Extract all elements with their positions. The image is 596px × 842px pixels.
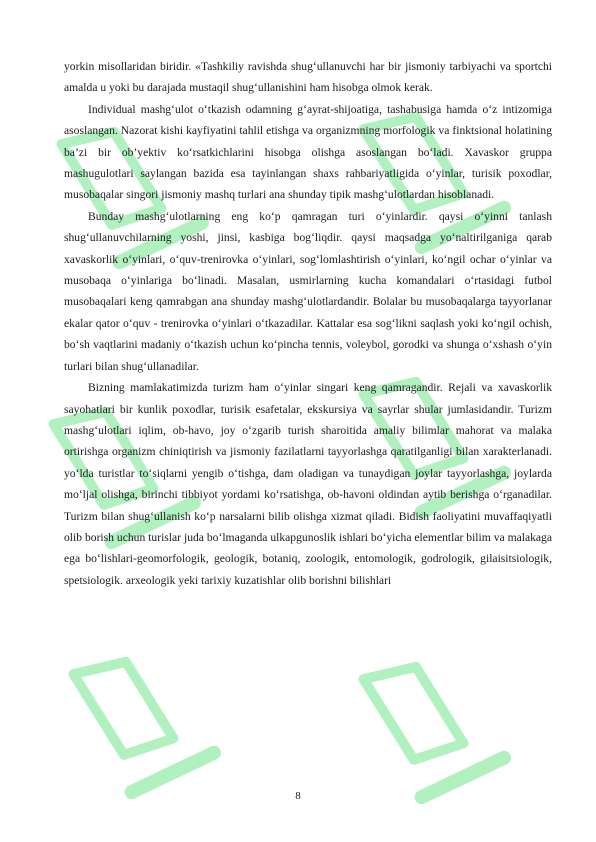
page-number: 8: [295, 790, 301, 802]
watermark-mark: [347, 639, 504, 809]
paragraph: Individual mashg‘ulot o‘tkazish odamning g‘ayrat-shijoatiga, tashabusiga hamda o‘z intizomiga asoslangan. Nazorat kishi kayfiyatini tahlil etishga va organizmning morfologik va finktsional holatining ba’zi bir ob’yektiv ko‘rsatkichlarini hisobga olishga asoslangan bo‘ladi. Xavaskor gruppa mashugulotlari saylangan bazida esa tayinlangan shaxs rahbariyatligida o‘yinlar, turisik poxodlar, musobaqalar singori jismoniy mashq turlari ana shunday tipik mashg‘ulotlardan hisoblanadi.: [64, 102, 552, 202]
paragraph: Bizning mamlakatimizda turizm ham o‘yinlar singari keng qamragandir. Rejali va xavaskorlik sayohatlari bir kunlik poxodlar, turisik esafetalar, ekskursiya va sayrlar shular jumlasidandir. Turizm mashg‘ulotlari iqlim, ob-havo, joy o‘zgarib turish sharoitida amaliy bilimlar mahorat va malaka ortirishga organizm chiniqtirish va jismoniy fazilatlarni tayyorlashga qaratilganligi bilan xarakterlanadi. yo‘lda turistlar to‘siqlarni yengib o‘tishga, dam oladigan va tunaydigan joylar tayyorlashga, joylarda mo‘ljal olishga, birinchi tibbiyot yordami ko‘rsatishga, ob-havoni oldindan aytib berishga o‘rganadilar. Turizm bilan shug‘ullanish ko‘p narsalarni bilib olishga xizmat qiladi. Bidish faoliyatini muvaffaqiyatli olib borish uchun turislar juda bo‘lmaganda ulkapgunoslik ishlari bo‘yicha elementlar bilim va malakaga ega bo‘lishlari-geomorfologik, geologik, botaniq, zoologik, entomologik, godrologik, gilaisitsiologik, spetsiologik. arxeologik yeki tarixiy kuzatishlar olib borishni bilishlari: [64, 381, 552, 587]
document-body: [64, 56, 552, 591]
paragraph: yorkin misollaridan biridir. «Tashkiliy ravishda shug‘ullanuvchi har bir jismoniy tarbiyachi va sportchi amalda u yoki bu darajada mustaqil shug‘ullanishini ham hisobga olmok kerak.: [64, 60, 552, 95]
watermark-mark: [57, 634, 214, 804]
paragraph: Bunday mashg‘ulotlarning eng ko‘p qamragan turi o‘yinlardir. qaysi o‘yinni tanlash shug‘ullanuvchilarning yoshi, jinsi, kasbiga bog‘liqdir. qaysi maqsadga yo‘naltirilganiga qarab xavaskorlik o‘yinlari, o‘quv-trenirovka o‘yinlari, sog‘lomlashtirish o‘yinlari, ko‘ngil ochar o‘yinlar va musobaqa o‘yinlariga bo‘linadi. Masalan, usmirlarning kucha komandalari o‘rtasidagi futbol musobaqalari keng qamrabgan ana shunday mashg‘ulotlardandir. Bolalar bu musobaqalarga tayyorlanar ekalar qator o‘quv - trenirovka o‘yinlari o‘tkazadilar. Kattalar esa sog‘likni saqlash yoki ko‘ngil ochish, bo‘sh vaqtlarini madaniy o‘tkazish uchun ko‘pincha tennis, voleybol, gorodki va shunga o‘xshash o‘yin turlari bilan shug‘ullanadilar.: [64, 209, 552, 373]
